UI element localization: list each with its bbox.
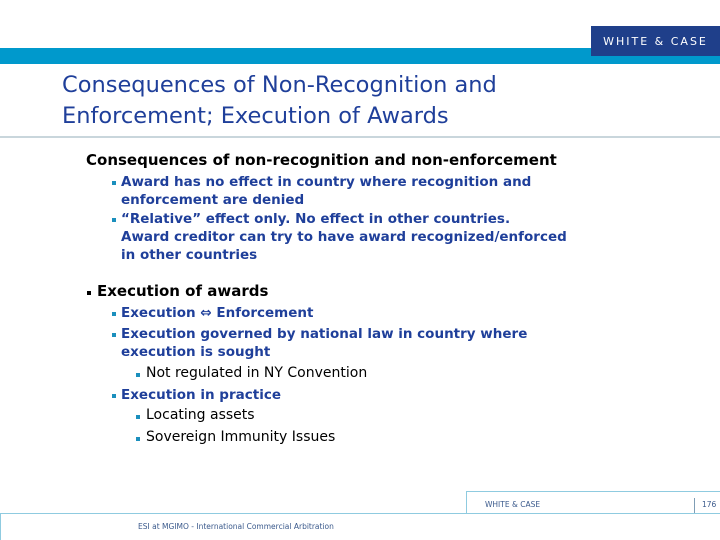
bullet-square-icon bbox=[112, 394, 116, 398]
bullet-national-law-line-1: Execution governed by national law in country where bbox=[121, 326, 528, 342]
bullet-square-icon bbox=[112, 181, 116, 185]
footer-separator bbox=[694, 498, 695, 513]
bullet-square-icon bbox=[112, 218, 116, 222]
bullet-square-icon bbox=[136, 373, 140, 377]
sub-bullet-locating-assets: Locating assets bbox=[146, 407, 255, 423]
footer-firm-name: WHITE & CASE bbox=[485, 500, 541, 509]
bullet-relative-effect-line-3: in other countries bbox=[121, 247, 258, 263]
section-heading-execution: Execution of awards bbox=[97, 282, 269, 300]
bullet-square-icon bbox=[112, 312, 116, 316]
bullet-execution-practice: Execution in practice bbox=[121, 387, 281, 403]
bullet-square-icon bbox=[87, 291, 91, 295]
section-heading-consequences: Consequences of non-recognition and non-enforcement bbox=[86, 151, 557, 169]
bullet-square-icon bbox=[136, 437, 140, 441]
logo-text: WHITE & CASE bbox=[603, 34, 708, 48]
bullet-square-icon bbox=[112, 333, 116, 337]
footer-event-name: ESI at MGIMO - International Commercial Arbitration bbox=[138, 522, 334, 531]
bullet-national-law-line-2: execution is sought bbox=[121, 344, 271, 360]
bullet-no-effect-line-1: Award has no effect in country where recognition and bbox=[121, 174, 532, 190]
footer-frame-bottom bbox=[0, 513, 720, 540]
sub-bullet-sovereign-immunity: Sovereign Immunity Issues bbox=[146, 429, 336, 445]
page-number: 176 bbox=[702, 500, 717, 509]
bullet-square-icon bbox=[136, 415, 140, 419]
slide-title-line-2: Enforcement; Execution of Awards bbox=[62, 103, 449, 129]
sub-bullet-ny-convention: Not regulated in NY Convention bbox=[146, 365, 368, 381]
slide-title-line-1: Consequences of Non-Recognition and bbox=[62, 72, 497, 98]
bullet-relative-effect-line-2: Award creditor can try to have award recognized/enforced bbox=[121, 229, 567, 245]
bullet-relative-effect-line-1: “Relative” effect only. No effect in other countries. bbox=[121, 211, 511, 227]
bullet-execution-enforcement: Execution ⇔ Enforcement bbox=[121, 305, 314, 321]
bullet-no-effect-line-2: enforcement are denied bbox=[121, 192, 305, 208]
